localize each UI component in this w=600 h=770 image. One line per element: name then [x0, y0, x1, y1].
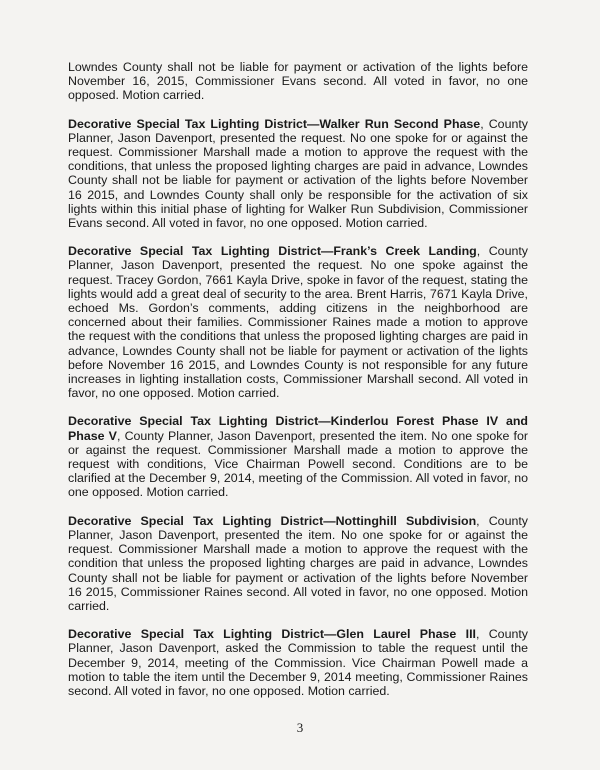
paragraph-heading: Decorative Special Tax Lighting District—Walker Run Second Phase — [68, 116, 481, 131]
paragraph-body: , County Planner, Jason Davenport, presented the request. No one spoke for or against the request. Commissioner Marshall made a motion to approve the request with the conditions, that unless the proposed lighting charges are paid in advance, Lowndes County shall not be liable for payment or activation of the lights before November 16 2015, and Lowndes County shall only be responsible for the activation of six lights within this initial phase of lighting for Walker Run Subdivision, Commissioner Evans second. All voted in favor, no one opposed. Motion carried. — [68, 116, 528, 231]
paragraph-heading: Decorative Special Tax Lighting District—Kinderlou Forest Phase IV and Phase V — [68, 414, 528, 443]
paragraph-franks-creek — [68, 244, 528, 400]
paragraph-body: , County Planner, Jason Davenport, asked the Commission to table the request until the December 9, 2014, meeting of the Commission. Vice Chairman Powell made a motion to table the item until the December 9, 2014 meeting, Commissioner Raines second. All voted in favor, no one opposed. Motion carried. — [68, 627, 528, 698]
paragraph-kinderlou-forest — [68, 414, 528, 499]
page-number: 3 — [296, 720, 304, 735]
paragraph-body: , County Planner, Jason Davenport, presented the request. No one spoke against the request. Tracey Gordon, 7661 Kayla Drive, spoke in favor of the request, stating the lights would add a great deal of security to the area. Brent Harris, 7671 Kayla Drive, echoed Ms. Gordon’s comments, adding citizens in the neighborhood are concerned about their families. Commissioner Raines made a motion to approve the request with the conditions that unless the proposed lighting charges are paid in advance, Lowndes County shall not be liable for payment or activation of the lights before November 16 2015, and Lowndes County is not responsible for any future increases in lighting installation costs, Commissioner Marshall second. All voted in favor, no one opposed. Motion carried. — [68, 244, 528, 401]
paragraph-heading: Decorative Special Tax Lighting District—Nottinghill Subdivision — [68, 513, 477, 528]
paragraph-nottinghill — [68, 514, 528, 613]
paragraph-heading: Decorative Special Tax Lighting District—Glen Laurel Phase III — [68, 627, 476, 642]
paragraph-walker-run — [68, 117, 528, 231]
paragraph-body: , County Planner, Jason Davenport, presented the item. No one spoke for or against the request. Commissioner Marshall made a motion to approve the request with conditions, Vice Chairman Powell second. Conditions are to be clarified at the December 9, 2014, meeting of the Commission. All voted in favor, no one opposed. Motion carried. — [68, 428, 528, 500]
paragraph-body: , County Planner, Jason Davenport, presented the item. No one spoke for or against the request. Commissioner Marshall made a motion to approve the request with the condition that unless the proposed lighting charges are paid in advance, Lowndes County shall not be liable for payment or activation of the lights before November 16 2015, Commissioner Raines second. All voted in favor, no one opposed. Motion carried. — [68, 513, 528, 613]
paragraph-continuation — [68, 60, 528, 103]
paragraph-heading: Decorative Special Tax Lighting District—Frank’s Creek Landing — [68, 244, 477, 259]
paragraph-glen-laurel — [68, 627, 528, 698]
paragraph-body: Lowndes County shall not be liable for payment or activation of the lights before November 16, 2015, Commissioner Evans second. All voted in favor, no one opposed. Motion carried. — [68, 60, 528, 103]
